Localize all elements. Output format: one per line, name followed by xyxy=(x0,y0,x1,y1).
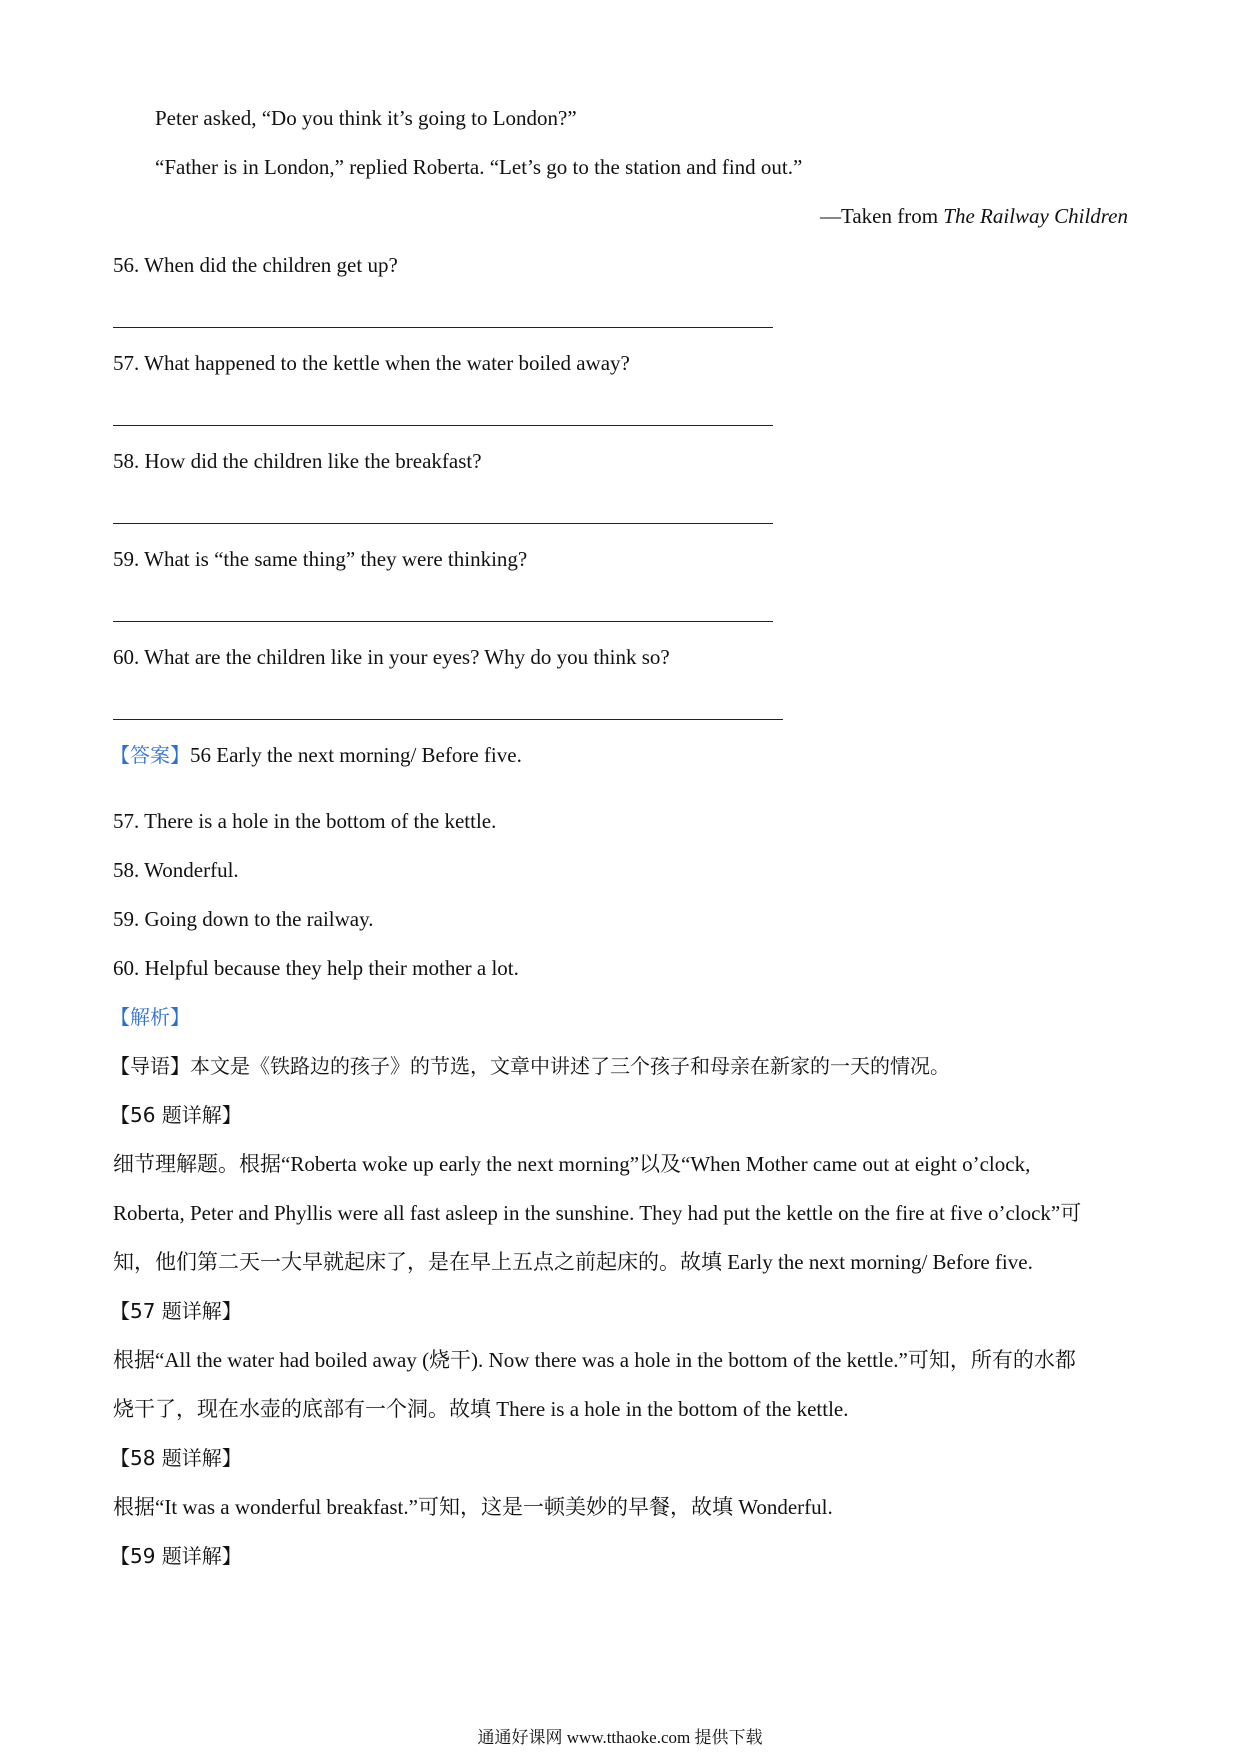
attribution-title: The Railway Children xyxy=(943,204,1128,228)
answer-60: 60. Helpful because they help their mother a lot. xyxy=(113,956,519,980)
answer-57: 57. There is a hole in the bottom of the kettle. xyxy=(113,809,497,833)
q59-heading: 【59 题详解】 xyxy=(110,1544,242,1568)
question-56: 56. When did the children get up? xyxy=(113,253,398,277)
q57-heading: 【57 题详解】 xyxy=(110,1299,242,1323)
analysis-intro: 【导语】本文是《铁路边的孩子》的节选，文章中讲述了三个孩子和母亲在新家的一天的情况。 xyxy=(110,1054,950,1078)
q58-heading: 【58 题详解】 xyxy=(110,1446,242,1470)
answer-56: 56 Early the next morning/ Before five. xyxy=(190,743,522,767)
q56-heading: 【56 题详解】 xyxy=(110,1103,242,1127)
passage-line-2: “Father is in London,” replied Roberta. “Let’s go to the station and find out.” xyxy=(155,155,803,179)
q56-line-1: 细节理解题。根据“Roberta woke up early the next morning”以及“When Mother came out at eight o’clock, xyxy=(113,1152,1031,1176)
q56-line-3: 知，他们第二天一大早就起床了，是在早上五点之前起床的。故填 Early the next morning/ Before five. xyxy=(113,1250,1033,1274)
question-57: 57. What happened to the kettle when the water boiled away? xyxy=(113,351,630,375)
q58-line-1: 根据“It was a wonderful breakfast.”可知，这是一顿美妙的早餐，故填 Wonderful. xyxy=(113,1495,833,1519)
answer-block-first xyxy=(110,741,522,769)
answer-line-58[interactable] xyxy=(113,523,773,524)
answer-line-56[interactable] xyxy=(113,327,773,328)
q57-line-2: 烧干了，现在水壶的底部有一个洞。故填 There is a hole in the bottom of the kettle. xyxy=(113,1397,849,1421)
analysis-tag: 【解析】 xyxy=(110,1005,190,1029)
question-58: 58. How did the children like the breakfast? xyxy=(113,449,482,473)
q57-line-1: 根据“All the water had boiled away (烧干). Now there was a hole in the bottom of the kettle.”可知，所有的水都 xyxy=(113,1348,1076,1372)
answer-58: 58. Wonderful. xyxy=(113,858,239,882)
passage-attribution xyxy=(820,202,1128,230)
page-footer: 通通好课网 www.tthaoke.com 提供下载 xyxy=(477,1728,763,1747)
passage-line-1: Peter asked, “Do you think it’s going to London?” xyxy=(155,106,577,130)
answer-59: 59. Going down to the railway. xyxy=(113,907,374,931)
answer-line-57[interactable] xyxy=(113,425,773,426)
question-60: 60. What are the children like in your eyes? Why do you think so? xyxy=(113,645,670,669)
answer-tag: 【答案】 xyxy=(110,743,190,767)
question-59: 59. What is “the same thing” they were thinking? xyxy=(113,547,528,571)
q56-line-2: Roberta, Peter and Phyllis were all fast asleep in the sunshine. They had put the kettle on the fire at five o’clock”可 xyxy=(113,1201,1082,1225)
attribution-prefix: —Taken from xyxy=(819,204,944,228)
answer-line-59[interactable] xyxy=(113,621,773,622)
answer-line-60[interactable] xyxy=(113,719,783,720)
